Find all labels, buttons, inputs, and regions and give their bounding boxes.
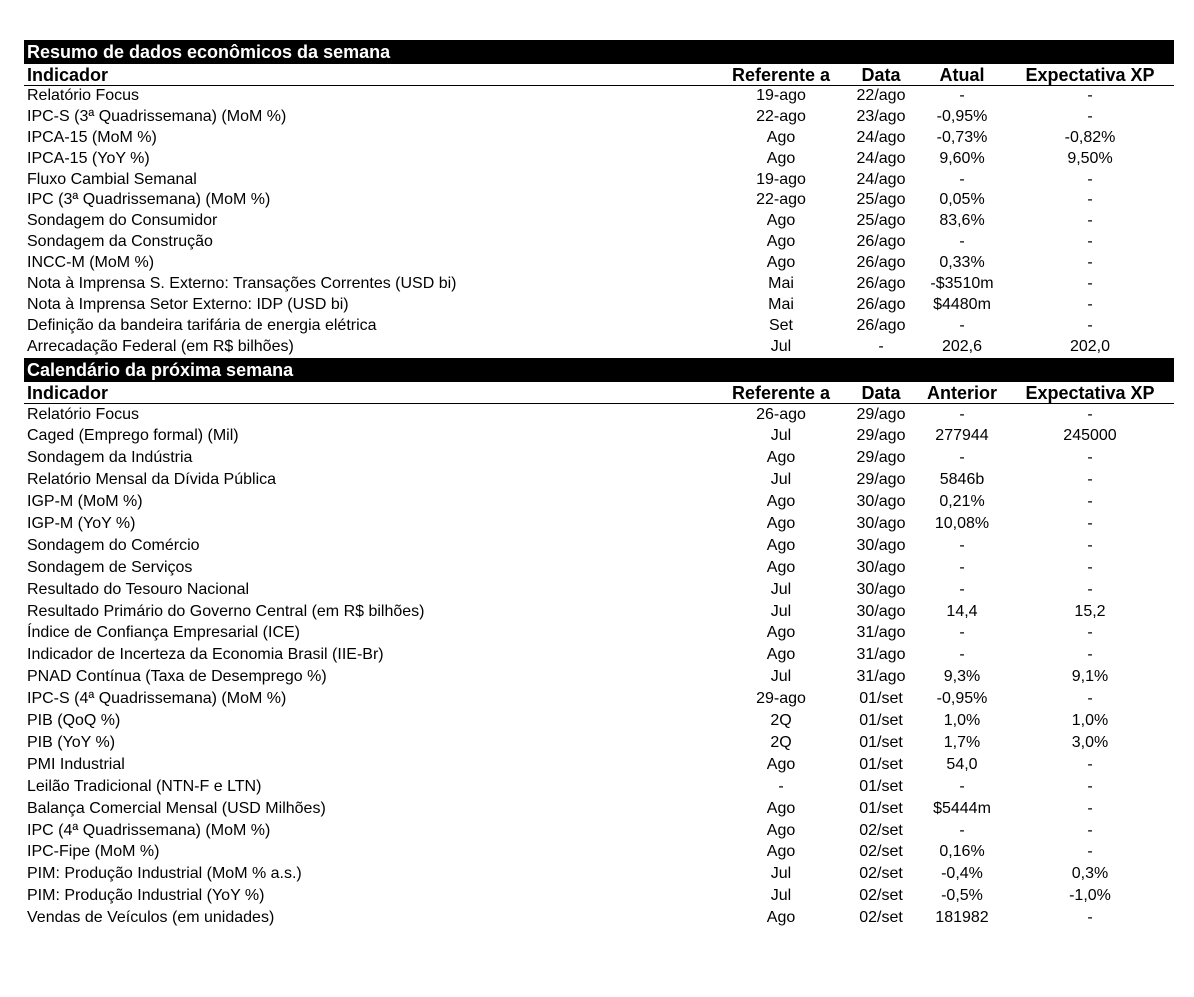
- cell-indicador: PNAD Contínua (Taxa de Desemprego %): [27, 668, 327, 686]
- cell-indicador: Nota à Imprensa S. Externo: Transações Correntes (USD bi): [27, 275, 457, 293]
- cell-referente: Mai: [768, 295, 794, 313]
- cell-indicador: IPC-Fipe (MoM %): [27, 843, 160, 861]
- table-row: [24, 425, 1174, 447]
- cell-data: 26/ago: [856, 275, 906, 293]
- cell-valor: 10,08%: [934, 515, 990, 533]
- cell-valor: 54,0: [946, 755, 978, 773]
- cell-expectativa: -: [1087, 515, 1093, 533]
- cell-data: 02/set: [859, 909, 903, 927]
- cell-data: 01/set: [859, 777, 903, 795]
- cell-data: 02/set: [859, 821, 903, 839]
- cell-valor: -: [959, 316, 965, 334]
- cell-expectativa: -: [1087, 580, 1093, 598]
- cell-data: 26/ago: [856, 233, 906, 251]
- table-row: [24, 316, 1174, 337]
- cell-data: 02/set: [859, 887, 903, 905]
- table-row: [24, 86, 1174, 107]
- cell-referente: 2Q: [770, 712, 792, 730]
- cell-expectativa: -: [1087, 87, 1093, 104]
- cell-referente: Ago: [766, 909, 796, 927]
- table-row: [24, 666, 1174, 688]
- cell-referente: Ago: [766, 536, 796, 554]
- cell-expectativa: -: [1087, 536, 1093, 554]
- cell-data: 29/ago: [856, 449, 906, 467]
- cell-data: 31/ago: [856, 646, 906, 664]
- cell-data: 26/ago: [856, 295, 906, 313]
- cell-valor: 1,0%: [943, 712, 981, 730]
- cell-valor: -: [959, 87, 965, 104]
- cell-expectativa: -: [1087, 799, 1093, 817]
- cell-referente: Jul: [770, 427, 792, 445]
- cell-expectativa: -1,0%: [1069, 887, 1111, 905]
- table-row: [24, 211, 1174, 232]
- cell-expectativa: -: [1087, 191, 1093, 209]
- table-row: [24, 190, 1174, 211]
- cell-referente: Ago: [766, 558, 796, 576]
- cell-valor: -: [959, 233, 965, 251]
- cell-indicador: PIB (YoY %): [27, 733, 116, 751]
- cell-expectativa: -: [1087, 212, 1093, 230]
- cell-data: 01/set: [859, 712, 903, 730]
- cell-data: 26/ago: [856, 254, 906, 272]
- table-row: [24, 491, 1174, 513]
- cell-expectativa: 9,50%: [1067, 149, 1113, 167]
- cell-data: 30/ago: [856, 558, 906, 576]
- table-row: [24, 579, 1174, 601]
- cell-referente: Ago: [766, 128, 796, 146]
- table-row: [24, 337, 1174, 358]
- cell-referente: Ago: [766, 449, 796, 467]
- cell-expectativa: -: [1087, 777, 1093, 795]
- cell-data: 24/ago: [856, 170, 906, 188]
- table-row: [24, 907, 1174, 929]
- cell-expectativa: -: [1087, 646, 1093, 664]
- cell-valor: -: [959, 821, 965, 839]
- section-title-weekly-summary: Resumo de dados econômicos da semana: [24, 40, 1174, 64]
- cell-expectativa: -: [1087, 624, 1093, 642]
- table-row: [24, 732, 1174, 754]
- cell-referente: 2Q: [770, 733, 792, 751]
- cell-expectativa: -: [1087, 405, 1093, 423]
- cell-data: 01/set: [859, 690, 903, 708]
- cell-referente: Ago: [766, 646, 796, 664]
- cell-referente: Ago: [766, 212, 796, 230]
- cell-valor: -0,95%: [936, 690, 988, 708]
- table-row: [24, 841, 1174, 863]
- cell-data: 31/ago: [856, 668, 906, 686]
- table-row: [24, 149, 1174, 170]
- header-indicador: Indicador: [27, 65, 109, 85]
- cell-indicador: Sondagem do Comércio: [27, 536, 200, 554]
- cell-indicador: Relatório Focus: [27, 87, 140, 104]
- cell-indicador: Relatório Focus: [27, 405, 140, 423]
- cell-indicador: PIM: Produção Industrial (YoY %): [27, 887, 265, 905]
- cell-data: 26/ago: [856, 316, 906, 334]
- cell-expectativa: 0,3%: [1071, 865, 1109, 883]
- cell-data: 01/set: [859, 733, 903, 751]
- cell-data: 22/ago: [856, 87, 906, 104]
- cell-valor: 5846b: [939, 471, 985, 489]
- cell-indicador: Leilão Tradicional (NTN-F e LTN): [27, 777, 262, 795]
- table-row: [24, 535, 1174, 557]
- table-row: [24, 710, 1174, 732]
- cell-indicador: Resultado Primário do Governo Central (em R$ bilhões): [27, 602, 425, 620]
- table-body-weekly-summary: [24, 86, 1174, 358]
- cell-data: 30/ago: [856, 493, 906, 511]
- cell-indicador: INCC-M (MoM %): [27, 254, 155, 272]
- cell-indicador: Vendas de Veículos (em unidades): [27, 909, 275, 927]
- cell-expectativa: 245000: [1063, 427, 1117, 445]
- cell-expectativa: 3,0%: [1071, 733, 1109, 751]
- cell-referente: 19-ago: [756, 170, 806, 188]
- cell-expectativa: -: [1087, 755, 1093, 773]
- cell-indicador: IPC-S (4ª Quadrissemana) (MoM %): [27, 690, 287, 708]
- cell-referente: 29-ago: [756, 690, 806, 708]
- cell-referente: Jul: [770, 471, 792, 489]
- table-row: [24, 754, 1174, 776]
- cell-data: 30/ago: [856, 602, 906, 620]
- cell-indicador: Caged (Emprego formal) (Mil): [27, 427, 239, 445]
- cell-referente: 22-ago: [756, 107, 806, 125]
- table-body-next-week: [24, 404, 1174, 929]
- table-row: [24, 622, 1174, 644]
- cell-data: 30/ago: [856, 536, 906, 554]
- header-atual: Atual: [939, 65, 985, 85]
- cell-expectativa: 202,0: [1069, 337, 1111, 355]
- cell-valor: 9,3%: [943, 668, 981, 686]
- cell-indicador: IPCA-15 (YoY %): [27, 149, 150, 167]
- cell-indicador: Sondagem de Serviços: [27, 558, 193, 576]
- cell-referente: Ago: [766, 755, 796, 773]
- table-row: [24, 107, 1174, 128]
- cell-valor: 0,21%: [939, 493, 985, 511]
- cell-valor: 181982: [935, 909, 989, 927]
- cell-data: 24/ago: [856, 128, 906, 146]
- cell-valor: -0,5%: [941, 887, 983, 905]
- cell-expectativa: -: [1087, 295, 1093, 313]
- cell-indicador: IPC-S (3ª Quadrissemana) (MoM %): [27, 107, 287, 125]
- cell-indicador: Sondagem do Consumidor: [27, 212, 218, 230]
- table-row: [24, 557, 1174, 579]
- cell-data: 29/ago: [856, 471, 906, 489]
- cell-valor: -: [959, 558, 965, 576]
- cell-valor: -: [959, 449, 965, 467]
- cell-referente: Ago: [766, 843, 796, 861]
- cell-indicador: Nota à Imprensa Setor Externo: IDP (USD bi): [27, 295, 349, 313]
- cell-referente: Jul: [770, 865, 792, 883]
- header-referente: Referente a: [731, 382, 831, 403]
- cell-indicador: PIB (QoQ %): [27, 712, 121, 730]
- cell-valor: 0,33%: [939, 254, 985, 272]
- cell-data: 25/ago: [856, 191, 906, 209]
- cell-indicador: Relatório Mensal da Dívida Pública: [27, 471, 277, 489]
- cell-referente: 22-ago: [756, 191, 806, 209]
- cell-referente: Jul: [770, 887, 792, 905]
- cell-valor: 277944: [935, 427, 989, 445]
- cell-expectativa: -: [1087, 275, 1093, 293]
- section-title-next-week: Calendário da próxima semana: [24, 358, 1174, 382]
- cell-valor: $5444m: [933, 799, 991, 817]
- cell-valor: -: [959, 646, 965, 664]
- cell-data: 23/ago: [856, 107, 906, 125]
- cell-valor: -0,73%: [936, 128, 988, 146]
- cell-referente: Ago: [766, 149, 796, 167]
- cell-data: 24/ago: [856, 149, 906, 167]
- cell-expectativa: 1,0%: [1071, 712, 1109, 730]
- cell-data: 31/ago: [856, 624, 906, 642]
- table-row: [24, 688, 1174, 710]
- cell-indicador: Definição da bandeira tarifária de energia elétrica: [27, 316, 377, 334]
- cell-data: 30/ago: [856, 580, 906, 598]
- cell-expectativa: -: [1087, 843, 1093, 861]
- cell-referente: Ago: [766, 799, 796, 817]
- cell-referente: Ago: [766, 254, 796, 272]
- cell-referente: Ago: [766, 515, 796, 533]
- header-expectativa: Expectativa XP: [1025, 382, 1155, 403]
- cell-valor: 1,7%: [943, 733, 981, 751]
- table-row: [24, 274, 1174, 295]
- cell-indicador: Indicador de Incerteza da Economia Brasil (IIE-Br): [27, 646, 384, 664]
- cell-valor: 0,16%: [939, 843, 985, 861]
- cell-data: 01/set: [859, 799, 903, 817]
- cell-referente: 19-ago: [756, 87, 806, 104]
- table-row: [24, 513, 1174, 535]
- header-referente: Referente a: [731, 65, 831, 85]
- cell-valor: $4480m: [933, 295, 991, 313]
- cell-expectativa: -0,82%: [1064, 128, 1116, 146]
- cell-indicador: Balança Comercial Mensal (USD Milhões): [27, 799, 326, 817]
- table-row: [24, 253, 1174, 274]
- cell-data: 30/ago: [856, 515, 906, 533]
- table-row: [24, 885, 1174, 907]
- table-row: [24, 644, 1174, 666]
- table-header-next-week: [24, 382, 1174, 404]
- cell-valor: -: [959, 580, 965, 598]
- table-row: [24, 798, 1174, 820]
- cell-data: 29/ago: [856, 405, 906, 423]
- cell-indicador: IGP-M (MoM %): [27, 493, 143, 511]
- table-row: [24, 469, 1174, 491]
- table-row: [24, 776, 1174, 798]
- table-row: [24, 820, 1174, 842]
- cell-indicador: IPCA-15 (MoM %): [27, 128, 157, 146]
- cell-valor: -0,4%: [941, 865, 983, 883]
- cell-valor: -: [959, 536, 965, 554]
- table-header-weekly-summary: [24, 64, 1174, 86]
- header-expectativa: Expectativa XP: [1025, 65, 1155, 85]
- cell-referente: Ago: [766, 821, 796, 839]
- cell-indicador: PIM: Produção Industrial (MoM % a.s.): [27, 865, 302, 883]
- cell-indicador: Índice de Confiança Empresarial (ICE): [27, 624, 301, 642]
- header-anterior: Anterior: [926, 382, 997, 403]
- cell-referente: Jul: [770, 337, 792, 355]
- cell-indicador: IGP-M (YoY %): [27, 515, 136, 533]
- cell-valor: 9,60%: [939, 149, 985, 167]
- cell-valor: 83,6%: [939, 212, 985, 230]
- cell-valor: -: [959, 170, 965, 188]
- table-row: [24, 447, 1174, 469]
- cell-valor: -: [959, 777, 965, 795]
- cell-referente: Jul: [770, 602, 792, 620]
- cell-data: 02/set: [859, 843, 903, 861]
- table-row: [24, 232, 1174, 253]
- header-indicador: Indicador: [27, 382, 109, 403]
- cell-referente: 26-ago: [756, 405, 806, 423]
- cell-expectativa: -: [1087, 471, 1093, 489]
- cell-indicador: Sondagem da Construção: [27, 233, 213, 251]
- cell-referente: Jul: [770, 580, 792, 598]
- cell-expectativa: -: [1087, 909, 1093, 927]
- cell-indicador: Resultado do Tesouro Nacional: [27, 580, 250, 598]
- cell-expectativa: -: [1087, 821, 1093, 839]
- cell-valor: 14,4: [946, 602, 978, 620]
- cell-data: 25/ago: [856, 212, 906, 230]
- cell-expectativa: 9,1%: [1071, 668, 1109, 686]
- cell-referente: Set: [768, 316, 793, 334]
- cell-indicador: PMI Industrial: [27, 755, 125, 773]
- cell-valor: 202,6: [941, 337, 983, 355]
- cell-referente: Ago: [766, 233, 796, 251]
- cell-expectativa: -: [1087, 233, 1093, 251]
- header-data: Data: [861, 65, 901, 85]
- cell-expectativa: -: [1087, 107, 1093, 125]
- cell-expectativa: -: [1087, 493, 1093, 511]
- cell-data: 29/ago: [856, 427, 906, 445]
- cell-expectativa: -: [1087, 254, 1093, 272]
- cell-referente: -: [778, 777, 784, 795]
- cell-indicador: Sondagem da Indústria: [27, 449, 193, 467]
- table-row: [24, 128, 1174, 149]
- cell-valor: -: [959, 405, 965, 423]
- header-data: Data: [861, 382, 901, 403]
- cell-indicador: Arrecadação Federal (em R$ bilhões): [27, 337, 294, 355]
- cell-referente: Ago: [766, 493, 796, 511]
- cell-referente: Jul: [770, 668, 792, 686]
- cell-indicador: IPC (4ª Quadrissemana) (MoM %): [27, 821, 271, 839]
- table-row: [24, 295, 1174, 316]
- cell-expectativa: -: [1087, 690, 1093, 708]
- cell-expectativa: -: [1087, 558, 1093, 576]
- table-row: [24, 863, 1174, 885]
- cell-data: 02/set: [859, 865, 903, 883]
- cell-expectativa: 15,2: [1074, 602, 1106, 620]
- table-row: [24, 404, 1174, 426]
- cell-expectativa: -: [1087, 449, 1093, 467]
- cell-valor: -0,95%: [936, 107, 988, 125]
- cell-indicador: IPC (3ª Quadrissemana) (MoM %): [27, 191, 271, 209]
- table-row: [24, 601, 1174, 623]
- cell-data: -: [878, 337, 884, 355]
- table-row: [24, 170, 1174, 191]
- cell-referente: Ago: [766, 624, 796, 642]
- cell-valor: 0,05%: [939, 191, 985, 209]
- economic-data-sheet: [24, 40, 1174, 929]
- cell-referente: Mai: [768, 275, 794, 293]
- cell-indicador: Fluxo Cambial Semanal: [27, 170, 197, 188]
- cell-expectativa: -: [1087, 170, 1093, 188]
- cell-data: 01/set: [859, 755, 903, 773]
- cell-expectativa: -: [1087, 316, 1093, 334]
- cell-valor: -: [959, 624, 965, 642]
- cell-valor: -$3510m: [930, 275, 994, 293]
